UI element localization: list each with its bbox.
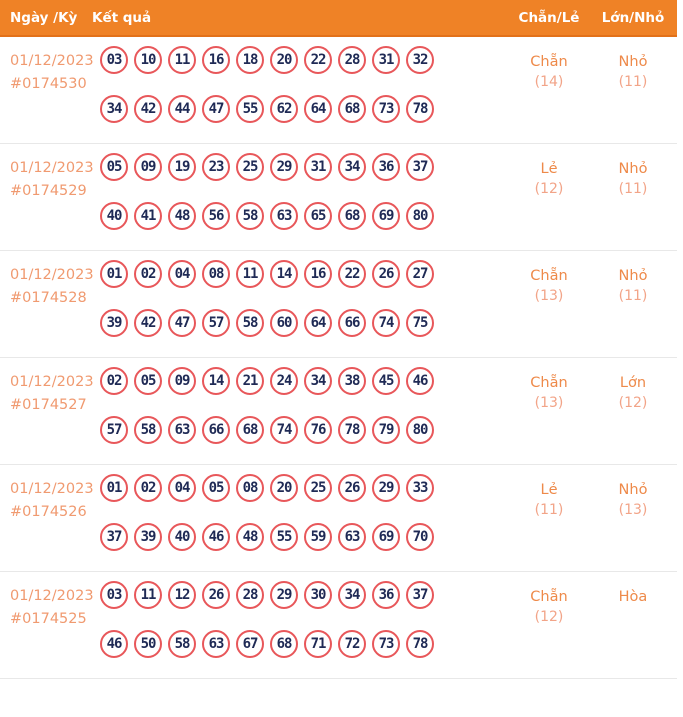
balls-line-2 [100,416,509,444]
lottery-ball: 34 [338,581,366,609]
lottery-ball: 28 [338,46,366,74]
lottery-ball: 31 [304,153,332,181]
lottery-ball: 78 [338,416,366,444]
lottery-ball: 58 [236,309,264,337]
lottery-ball: 29 [270,581,298,609]
lottery-ball: 18 [236,46,264,74]
lottery-ball: 58 [134,416,162,444]
even-odd-count: (12) [534,181,564,197]
lottery-ball: 78 [406,95,434,123]
lottery-ball: 32 [406,46,434,74]
lottery-ball: 04 [168,474,196,502]
big-small-label: Hòa [618,589,648,605]
lottery-ball: 21 [236,367,264,395]
lottery-ball: 05 [100,153,128,181]
big-small-cell [589,46,677,123]
even-odd-cell [509,260,589,337]
lottery-ball: 39 [134,523,162,551]
big-small-count: (12) [618,395,648,411]
draw-date: 01/12/2023 [10,53,94,69]
big-small-count: (13) [618,502,648,518]
result-row [0,465,677,572]
lottery-ball: 47 [168,309,196,337]
date-period-cell [0,153,92,230]
lottery-ball: 75 [406,309,434,337]
lottery-ball: 36 [372,153,400,181]
lottery-ball: 05 [202,474,230,502]
lottery-ball: 74 [372,309,400,337]
result-row [0,144,677,251]
lottery-ball: 41 [134,202,162,230]
even-odd-count: (14) [534,74,564,90]
lottery-ball: 42 [134,95,162,123]
lottery-ball: 69 [372,202,400,230]
lottery-ball: 11 [236,260,264,288]
big-small-label: Lớn [619,375,647,391]
result-row [0,251,677,358]
lottery-ball: 47 [202,95,230,123]
result-row [0,37,677,144]
draw-period: #0174528 [10,290,87,306]
table-header [0,0,677,37]
big-small-count: (11) [618,181,648,197]
lottery-ball: 56 [202,202,230,230]
even-odd-label: Chẵn [530,54,568,70]
results-body [0,37,677,679]
balls-line-2 [100,95,509,123]
lottery-ball: 79 [372,416,400,444]
balls-line-1 [100,474,509,502]
lottery-ball: 57 [202,309,230,337]
result-row [0,572,677,679]
lottery-ball: 16 [304,260,332,288]
lottery-ball: 29 [372,474,400,502]
lottery-ball: 48 [168,202,196,230]
lottery-ball: 11 [168,46,196,74]
lottery-ball: 30 [304,581,332,609]
column-header-date-period: Ngày /Kỳ [10,9,78,26]
lottery-ball: 09 [134,153,162,181]
lottery-ball: 57 [100,416,128,444]
draw-period: #0174525 [10,611,87,627]
lottery-ball: 55 [270,523,298,551]
lottery-ball: 64 [304,95,332,123]
lottery-ball: 14 [270,260,298,288]
even-odd-cell [509,474,589,551]
lottery-ball: 40 [168,523,196,551]
lottery-ball: 58 [168,630,196,658]
lottery-ball: 20 [270,46,298,74]
lottery-ball: 42 [134,309,162,337]
lottery-ball: 37 [406,581,434,609]
lottery-ball: 50 [134,630,162,658]
draw-period: #0174529 [10,183,87,199]
balls-line-2 [100,309,509,337]
even-odd-label: Chẵn [530,268,568,284]
even-odd-cell [509,46,589,123]
balls-line-1 [100,367,509,395]
lottery-ball: 36 [372,581,400,609]
lottery-ball: 80 [406,202,434,230]
lottery-ball: 34 [304,367,332,395]
lottery-ball: 44 [168,95,196,123]
lottery-ball: 68 [338,202,366,230]
big-small-label: Nhỏ [618,482,648,498]
lottery-ball: 80 [406,416,434,444]
lottery-ball: 26 [372,260,400,288]
balls-line-2 [100,523,509,551]
result-cell [92,46,509,123]
lottery-ball: 63 [270,202,298,230]
even-odd-label: Lẻ [540,161,558,177]
lottery-ball: 58 [236,202,264,230]
even-odd-count: (11) [534,502,564,518]
lottery-ball: 64 [304,309,332,337]
big-small-count: (11) [618,288,648,304]
lottery-ball: 23 [202,153,230,181]
lottery-ball: 19 [168,153,196,181]
lottery-ball: 68 [236,416,264,444]
lottery-ball: 67 [236,630,264,658]
lottery-ball: 46 [202,523,230,551]
lottery-ball: 73 [372,630,400,658]
big-small-cell [589,474,677,551]
lottery-ball: 66 [338,309,366,337]
date-period-cell [0,46,92,123]
lottery-ball: 02 [100,367,128,395]
draw-date: 01/12/2023 [10,160,94,176]
lottery-ball: 24 [270,367,298,395]
lottery-ball: 71 [304,630,332,658]
lottery-ball: 63 [338,523,366,551]
lottery-ball: 02 [134,474,162,502]
draw-date: 01/12/2023 [10,374,94,390]
big-small-cell [589,153,677,230]
even-odd-count: (13) [534,395,564,411]
lottery-ball: 22 [338,260,366,288]
lottery-ball: 76 [304,416,332,444]
lottery-ball: 26 [338,474,366,502]
even-odd-count: (13) [534,288,564,304]
lottery-ball: 03 [100,581,128,609]
balls-line-1 [100,153,509,181]
lottery-ball: 01 [100,260,128,288]
date-period-cell [0,260,92,337]
lottery-ball: 10 [134,46,162,74]
lottery-ball: 65 [304,202,332,230]
lottery-ball: 08 [202,260,230,288]
lottery-ball: 69 [372,523,400,551]
even-odd-cell [509,367,589,444]
lottery-ball: 14 [202,367,230,395]
lottery-ball: 45 [372,367,400,395]
lottery-ball: 39 [100,309,128,337]
lottery-ball: 78 [406,630,434,658]
big-small-label: Nhỏ [618,54,648,70]
lottery-ball: 09 [168,367,196,395]
even-odd-label: Lẻ [540,482,558,498]
draw-date: 01/12/2023 [10,588,94,604]
big-small-label: Nhỏ [618,268,648,284]
even-odd-count: (12) [534,609,564,625]
lottery-ball: 27 [406,260,434,288]
result-cell [92,367,509,444]
even-odd-label: Chẵn [530,589,568,605]
big-small-cell [589,581,677,658]
draw-period: #0174527 [10,397,87,413]
lottery-ball: 55 [236,95,264,123]
lottery-ball: 04 [168,260,196,288]
lottery-ball: 29 [270,153,298,181]
lottery-ball: 60 [270,309,298,337]
lottery-ball: 37 [406,153,434,181]
lottery-ball: 46 [100,630,128,658]
big-small-cell [589,260,677,337]
lottery-ball: 31 [372,46,400,74]
lottery-ball: 62 [270,95,298,123]
balls-line-2 [100,630,509,658]
lottery-ball: 02 [134,260,162,288]
lottery-ball: 11 [134,581,162,609]
even-odd-cell [509,581,589,658]
lottery-ball: 68 [338,95,366,123]
even-odd-cell [509,153,589,230]
draw-period: #0174526 [10,504,87,520]
lottery-ball: 46 [406,367,434,395]
lottery-ball: 33 [406,474,434,502]
result-row [0,358,677,465]
lottery-ball: 68 [270,630,298,658]
lottery-ball: 72 [338,630,366,658]
column-header-result: Kết quả [92,9,152,26]
result-cell [92,153,509,230]
lottery-ball: 05 [134,367,162,395]
lottery-ball: 63 [202,630,230,658]
lottery-ball: 66 [202,416,230,444]
date-period-cell [0,474,92,551]
lottery-ball: 03 [100,46,128,74]
big-small-count: (11) [618,74,648,90]
draw-period: #0174530 [10,76,87,92]
lottery-ball: 48 [236,523,264,551]
lottery-ball: 59 [304,523,332,551]
result-cell [92,260,509,337]
balls-line-1 [100,581,509,609]
result-cell [92,474,509,551]
result-cell [92,581,509,658]
lottery-ball: 40 [100,202,128,230]
lottery-ball: 28 [236,581,264,609]
lottery-ball: 20 [270,474,298,502]
lottery-ball: 74 [270,416,298,444]
balls-line-1 [100,46,509,74]
lottery-ball: 38 [338,367,366,395]
lottery-ball: 37 [100,523,128,551]
lottery-ball: 01 [100,474,128,502]
even-odd-label: Chẵn [530,375,568,391]
lottery-ball: 12 [168,581,196,609]
balls-line-1 [100,260,509,288]
date-period-cell [0,581,92,658]
lottery-ball: 63 [168,416,196,444]
lottery-ball: 22 [304,46,332,74]
column-header-big-small: Lớn/Nhỏ [601,9,665,26]
lottery-ball: 26 [202,581,230,609]
lottery-ball: 25 [236,153,264,181]
lottery-ball: 25 [304,474,332,502]
big-small-cell [589,367,677,444]
column-header-even-odd: Chẵn/Lẻ [518,9,580,26]
lottery-ball: 34 [338,153,366,181]
draw-date: 01/12/2023 [10,267,94,283]
lottery-ball: 16 [202,46,230,74]
lottery-ball: 70 [406,523,434,551]
lottery-ball: 73 [372,95,400,123]
lottery-ball: 08 [236,474,264,502]
lottery-ball: 34 [100,95,128,123]
balls-line-2 [100,202,509,230]
draw-date: 01/12/2023 [10,481,94,497]
date-period-cell [0,367,92,444]
big-small-label: Nhỏ [618,161,648,177]
